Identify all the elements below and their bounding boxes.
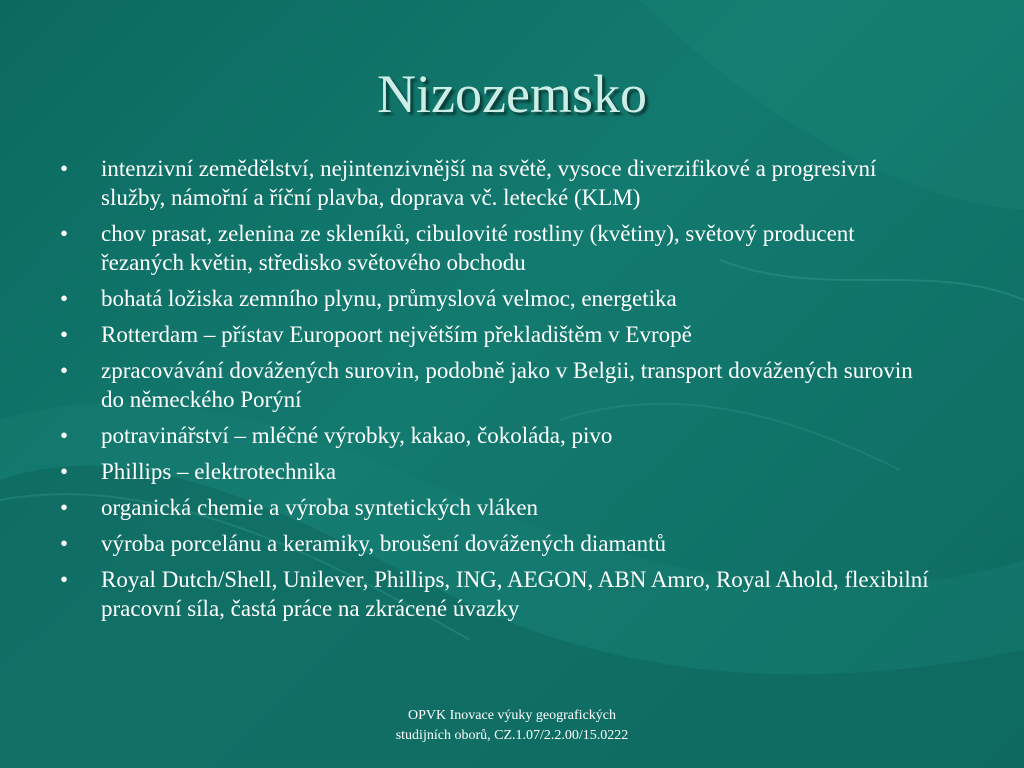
bullet-dot: •	[60, 495, 69, 520]
bullet-dot: •	[60, 286, 69, 311]
footer-line-1: OPVK Inovace výuky geografických	[408, 708, 616, 723]
footer	[312, 706, 712, 746]
bullet-item	[60, 457, 940, 486]
bullet-text: Phillips – elektrotechnika	[101, 459, 337, 484]
bullet-text: Royal Dutch/Shell, Unilever, Phillips, ING, AEGON, ABN Amro, Royal Ahold, flexibilní pracovní síla, častá práce na zkrácené úvazky	[101, 567, 929, 621]
bullet-item	[60, 421, 940, 450]
bullet-dot: •	[60, 322, 69, 347]
bullet-item	[60, 320, 940, 349]
bullet-text: chov prasat, zelenina ze skleníků, cibulovité rostliny (květiny), světový producent řezaných květin, středisko světového obchodu	[101, 221, 855, 275]
bullet-dot: •	[60, 156, 69, 181]
bullet-dot: •	[60, 459, 69, 484]
bullet-text: Rotterdam – přístav Europoort největším překladištěm v Evropě	[101, 322, 692, 347]
bullet-dot: •	[60, 423, 69, 448]
bullet-dot: •	[60, 567, 69, 592]
bullet-item	[60, 154, 940, 212]
bullet-item	[60, 565, 940, 623]
bullet-dot: •	[60, 531, 69, 556]
slide-title: Nizozemsko	[377, 64, 647, 124]
bullet-text: zpracovávání dovážených surovin, podobně jako v Belgii, transport dovážených surovin do německého Porýní	[101, 358, 913, 412]
bullet-item	[60, 356, 940, 414]
bullet-item	[60, 284, 940, 313]
bullet-text: intenzivní zemědělství, nejintenzivnější na světě, vysoce diverzifikové a progresivní služby, námořní a říční plavba, doprava vč. letecké (KLM)	[101, 156, 877, 210]
bullet-item	[60, 219, 940, 277]
bullet-dot: •	[60, 221, 69, 246]
bullet-list	[60, 154, 940, 630]
bullet-text: potravinářství – mléčné výrobky, kakao, čokoláda, pivo	[101, 423, 613, 448]
bullet-dot: •	[60, 358, 69, 383]
bullet-item	[60, 529, 940, 558]
bullet-item	[60, 493, 940, 522]
bullet-text: organická chemie a výroba syntetických vláken	[101, 495, 539, 520]
bullet-text: výroba porcelánu a keramiky, broušení dovážených diamantů	[101, 531, 666, 556]
footer-line-2: studijních oborů, CZ.1.07/2.2.00/15.0222	[395, 728, 629, 743]
bullet-text: bohatá ložiska zemního plynu, průmyslová velmoc, energetika	[101, 286, 677, 311]
